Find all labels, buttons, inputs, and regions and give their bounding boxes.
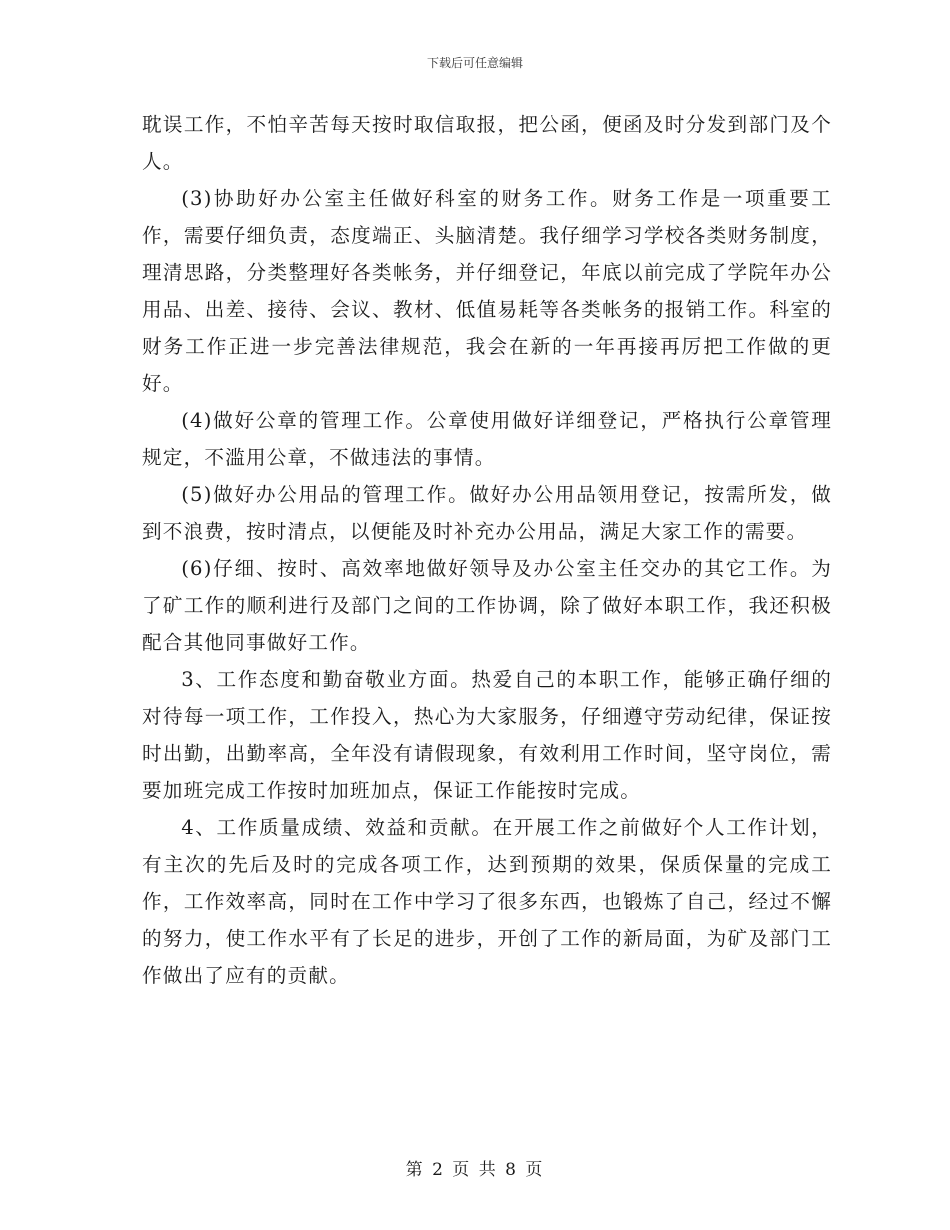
paragraph-3: (4)做好公章的管理工作。公章使用做好详细登记，严格执行公章管理规定，不滥用公章，不做违法的事情。: [142, 409, 832, 469]
paragraph-7: 4、工作质量成绩、效益和贡献。在开展工作之前做好个人工作计划，有主次的先后及时的完成各项工作，达到预期的效果，保质保量的完成工作，工作效率高，同时在工作中学习了很多东西，也锻炼了自己，经过不懈的努力，使工作水平有了长足的进步，开创了工作的新局面，为矿及部门工作做出了应有的贡献。: [142, 816, 832, 987]
paragraph-5: (6)仔细、按时、高效率地做好领导及办公室主任交办的其它工作。为了矿工作的顺利进行及部门之间的工作协调，除了做好本职工作，我还积极配合其他同事做好工作。: [142, 557, 832, 654]
paragraph-2: (3)协助好办公室主任做好科室的财务工作。财务工作是一项重要工作，需要仔细负责，态度端正、头脑清楚。我仔细学习学校各类财务制度，理清思路，分类整理好各类帐务，并仔细登记，年底以前完成了学院年办公用品、出差、接待、会议、教材、低值易耗等各类帐务的报销工作。科室的财务工作正进一步完善法律规范，我会在新的一年再接再厉把工作做的更好。: [142, 187, 832, 395]
paragraph-4: (5)做好办公用品的管理工作。做好办公用品领用登记，按需所发，做到不浪费，按时清点，以便能及时补充办公用品，满足大家工作的需要。: [142, 483, 832, 543]
paragraph-1: 耽误工作，不怕辛苦每天按时取信取报，把公函，便函及时分发到部门及个人。: [142, 113, 832, 173]
paragraph-6: 3、工作态度和勤奋敬业方面。热爱自己的本职工作，能够正确仔细的对待每一项工作，工作投入，热心为大家服务，仔细遵守劳动纪律，保证按时出勤，出勤率高，全年没有请假现象，有效利用工作时间，坚守岗位，需要加班完成工作按时加班加点，保证工作能按时完成。: [142, 668, 832, 802]
header-note: 下载后可任意编辑: [426, 56, 523, 70]
page-number: 第 2 页 共 8 页: [405, 1160, 545, 1180]
document-body: [142, 106, 832, 994]
